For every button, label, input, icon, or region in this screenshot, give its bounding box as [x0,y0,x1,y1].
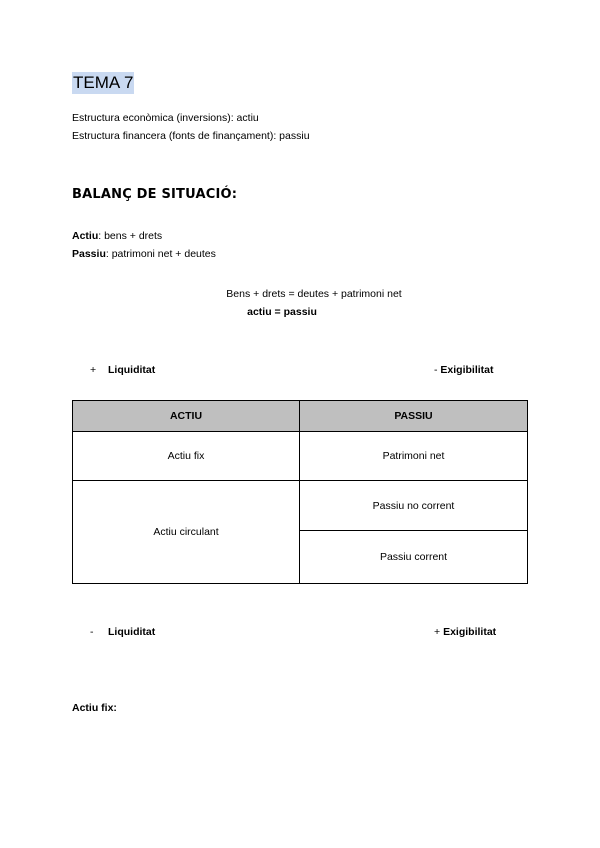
bottom-left-marker [90,626,155,639]
intro-line-economic: Estructura econòmica (inversions): actiu [72,112,259,124]
intro-line-financial: Estructura financera (fonts de finançament): passiu [72,130,310,142]
top-left-sign: + [90,364,97,376]
cell-actiu-circulant: Actiu circulant [73,481,300,584]
top-left-label: Liquiditat [108,364,156,376]
bottom-right-label: Exigibilitat [443,626,497,638]
balance-table [72,400,528,584]
balance-row [73,432,528,481]
definition-actiu-text: : bens + drets [98,230,163,242]
footer-heading: Actiu fix: [72,702,117,714]
balance-header-row [73,401,528,432]
cell-patrimoni-net: Patrimoni net [300,432,528,481]
cell-passiu-no-corrent: Passiu no corrent [300,481,528,531]
bottom-left-label: Liquiditat [108,626,156,638]
top-left-marker [90,364,155,377]
cell-passiu-corrent: Passiu corrent [300,531,528,584]
title-block [72,72,134,94]
cell-actiu-fix: Actiu fix [73,432,300,481]
page-title: TEMA 7 [73,73,134,92]
top-right-sign: - [434,364,438,376]
bottom-right-sign: + [434,626,441,638]
definition-passiu [72,248,216,261]
header-actiu: ACTIU [73,401,300,432]
bottom-left-sign: - [90,626,94,638]
definition-actiu [72,230,162,243]
top-right-label: Exigibilitat [440,364,494,376]
definition-passiu-label: Passiu [72,248,106,260]
header-passiu: PASSIU [300,401,528,432]
section-heading: BALANÇ DE SITUACIÓ: [72,187,238,202]
definition-actiu-label: Actiu [72,230,99,242]
top-right-marker [434,364,494,377]
equation-line: Bens + drets = deutes + patrimoni net [226,288,402,300]
equation-summary: actiu = passiu [247,306,317,318]
bottom-right-marker [434,626,496,639]
definition-passiu-text: : patrimoni net + deutes [105,248,216,260]
